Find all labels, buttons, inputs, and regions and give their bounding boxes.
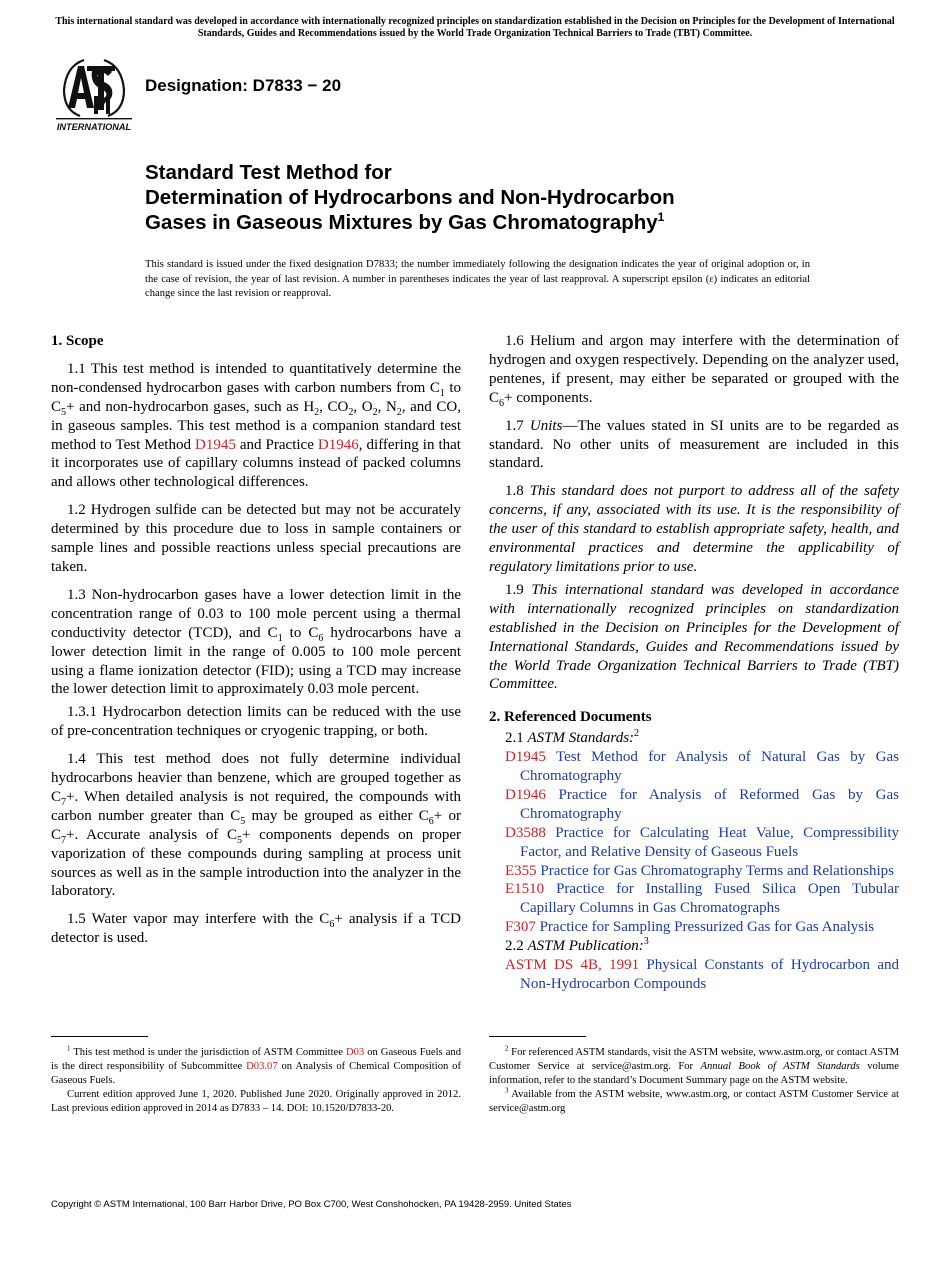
section-heading-referenced-documents: 2. Referenced Documents: [489, 709, 652, 726]
title-footnote-mark[interactable]: 1: [657, 210, 665, 225]
paragraph-1-2: 1.2 Hydrogen sulfide can be detected but may not be accurately determined by this procedure due to loss in sample containers or sample lines and possible reactions unless special precautions are taken.: [51, 502, 461, 575]
footnote-2: $^2$ For referenced ASTM standards, visit the ASTM website, www.astm.org, or contact ASTM Customer Service at service@astm.org. For Annual Book of ASTM Standards volume information, refer to the standard’s Document Summary page on the ASTM website.: [489, 1044, 899, 1086]
section-heading-scope: 1. Scope: [51, 333, 104, 349]
subheading-astm-standards: 2.1 ASTM Standards:$^2$: [505, 728, 640, 747]
paragraph-1-3-1: 1.3.1 Hydrocarbon detection limits can be reduced with the use of pre-concentration techniques or cryogenic trapping, or both.: [51, 704, 461, 740]
link-d1946[interactable]: D1946: [317, 436, 359, 453]
ref-f307[interactable]: F307 Practice for Sampling Pressurized Gas for Gas Analysis: [505, 919, 875, 936]
document-title: Standard Test Method for Determination of Hydrocarbons and Non-Hydrocarbon Gases in Gaseous Mixtures by Gas Chromatography$^1$: [145, 161, 675, 234]
ref-d3588[interactable]: D3588 Practice for Calculating Heat Value, Compressibility Factor, and Relative Density of Gaseous Fuels: [505, 824, 899, 860]
paragraph-1-1: 1.1 This test method is intended to quantitatively determine the non-condensed hydrocarbon gases with carbon numbers from $C_1$ to $C_5+$ and non-hydrocarbon gases, such as $H_2$, $CO_2$, $O_2$, $N_2$, and CO, in gaseous samples. This test method is a companion standard test method to Test Method D1945 and Practice D1946, differing in that it incorporates use of capillary columns instead of packed columns and allows other technological differences.: [51, 360, 462, 491]
ref-d1946[interactable]: D1946 Practice for Analysis of Reformed Gas by Gas Chromatography: [505, 786, 899, 822]
link-d03[interactable]: D03: [345, 1047, 365, 1058]
right-column: [489, 332, 899, 994]
tbt-banner: This international standard was developed in accordance with internationally recognized principles on standardization established in the Decision on Principles for the Development of International Standards, Guides and Recommendations issued by the World Trade Organization Technical Barriers to Trade (TBT) Committee.: [55, 16, 895, 39]
footnotes-left: [51, 1046, 461, 1117]
paragraph-1-8: 1.8 This standard does not purport to address all of the safety concerns, if any, associated with its use. It is the responsibility of the user of this standard to establish appropriate safety, health, and environmental practices and determine the applicability of regulatory limitations prior to use.: [489, 483, 900, 575]
ref-e1510[interactable]: E1510 Practice for Installing Fused Silica Open Tubular Capillary Columns in Gas Chromatographs: [505, 881, 899, 917]
link-d03-07[interactable]: D03.07: [246, 1060, 278, 1072]
paragraph-1-6: 1.6 Helium and argon may interfere with the determination of hydrogen and oxygen respectively. Depending on the analyzer used, pentenes, if present, may either be separated or grouped with the $C_6+$ components.: [489, 333, 899, 409]
edition-note: Current edition approved June 1, 2020. Published June 2020. Originally approved in 2012. Last previous edition approved in 2014 as D7833 – 14. DOI: 10.1520/D7833-20.: [51, 1089, 461, 1115]
issuance-note: This standard is issued under the fixed designation D7833; the number immediately following the designation indicates the year of original adoption or, in the case of revision, the year of last revision. A number in parentheses indicates the year of last reapproval. A superscript epsilon (ε) indicates an editorial change since the last revision or reapproval.: [145, 259, 810, 299]
paragraph-1-9: 1.9 This international standard was developed in accordance with internationally recognized principles on standardization established in the Decision on Principles for the Development of International Standards, Guides and Recommendations issued by the World Trade Organization Technical Barriers to Trade (TBT) Committee.: [489, 581, 900, 693]
ref-d1945[interactable]: D1945 Test Method for Analysis of Natural Gas by Gas Chromatography: [505, 749, 899, 785]
left-column: [51, 332, 461, 948]
footnote-1: $^1$ This test method is under the jurisdiction of ASTM Committee D03 on Gaseous Fuels and is the direct responsibility of Subcommittee D03.07 on Analysis of Chemical Composition of Gaseous Fuels.: [51, 1044, 461, 1086]
paragraph-1-4: 1.4 This test method does not fully determine individual hydrocarbons heavier than benzene, which are grouped together as $C_7+$. When detailed analysis is not required, the compounds with carbon number greater than $C_5$ may be grouped as either $C_6+$ or $C_7+$. Accurate analysis of $C_5+$ components depends on proper vaporization of these compounds during sampling at process unit sources as well as in the sample introduction into the analyzer in the laboratory.: [51, 751, 462, 900]
ref-astm-ds-4b[interactable]: ASTM DS 4B, 1991 Physical Constants of Hydrocarbon and Non-Hydrocarbon Compounds: [505, 957, 899, 992]
paragraph-1-5: 1.5 Water vapor may interfere with the $C_6+$ analysis if a TCD detector is used.: [51, 911, 461, 947]
designation: Designation: D7833 − 20: [145, 76, 342, 95]
copyright-notice: Copyright © ASTM International, 100 Barr Harbor Drive, PO Box C700, West Conshohocken, PA 19428-2959. United States: [51, 1199, 572, 1210]
footnote-rule-left: [51, 1036, 148, 1037]
footnotes-right: [489, 1046, 899, 1117]
footnote-3: $^3$ Available from the ASTM website, www.astm.org, or contact ASTM Customer Service at service@astm.org: [489, 1086, 899, 1115]
astm-logo: [54, 56, 134, 134]
subheading-astm-publication: 2.2 ASTM Publication:$^3$: [505, 936, 649, 955]
link-d1945[interactable]: D1945: [194, 436, 236, 453]
paragraph-1-3: 1.3 Non-hydrocarbon gases have a lower detection limit in the concentration range of 0.03 to 100 mole percent using a thermal conductivity detector (TCD), and $C_1$ to $C_6$ hydrocarbons have a lower detection limit in the range of 0.005 to 100 mole percent using a flame ionization detector (FID); using a TCD may increase the lower detection limit to approximately 0.03 mole percent.: [51, 586, 461, 698]
ref-e355[interactable]: E355 Practice for Gas Chromatography Terms and Relationships: [505, 862, 895, 879]
footnote-rule-right: [489, 1036, 586, 1037]
paragraph-1-7: 1.7 Units—The values stated in SI units are to be regarded as standard. No other units of measurement are included in this standard.: [489, 417, 899, 472]
logo-wordmark: INTERNATIONAL: [56, 122, 132, 132]
